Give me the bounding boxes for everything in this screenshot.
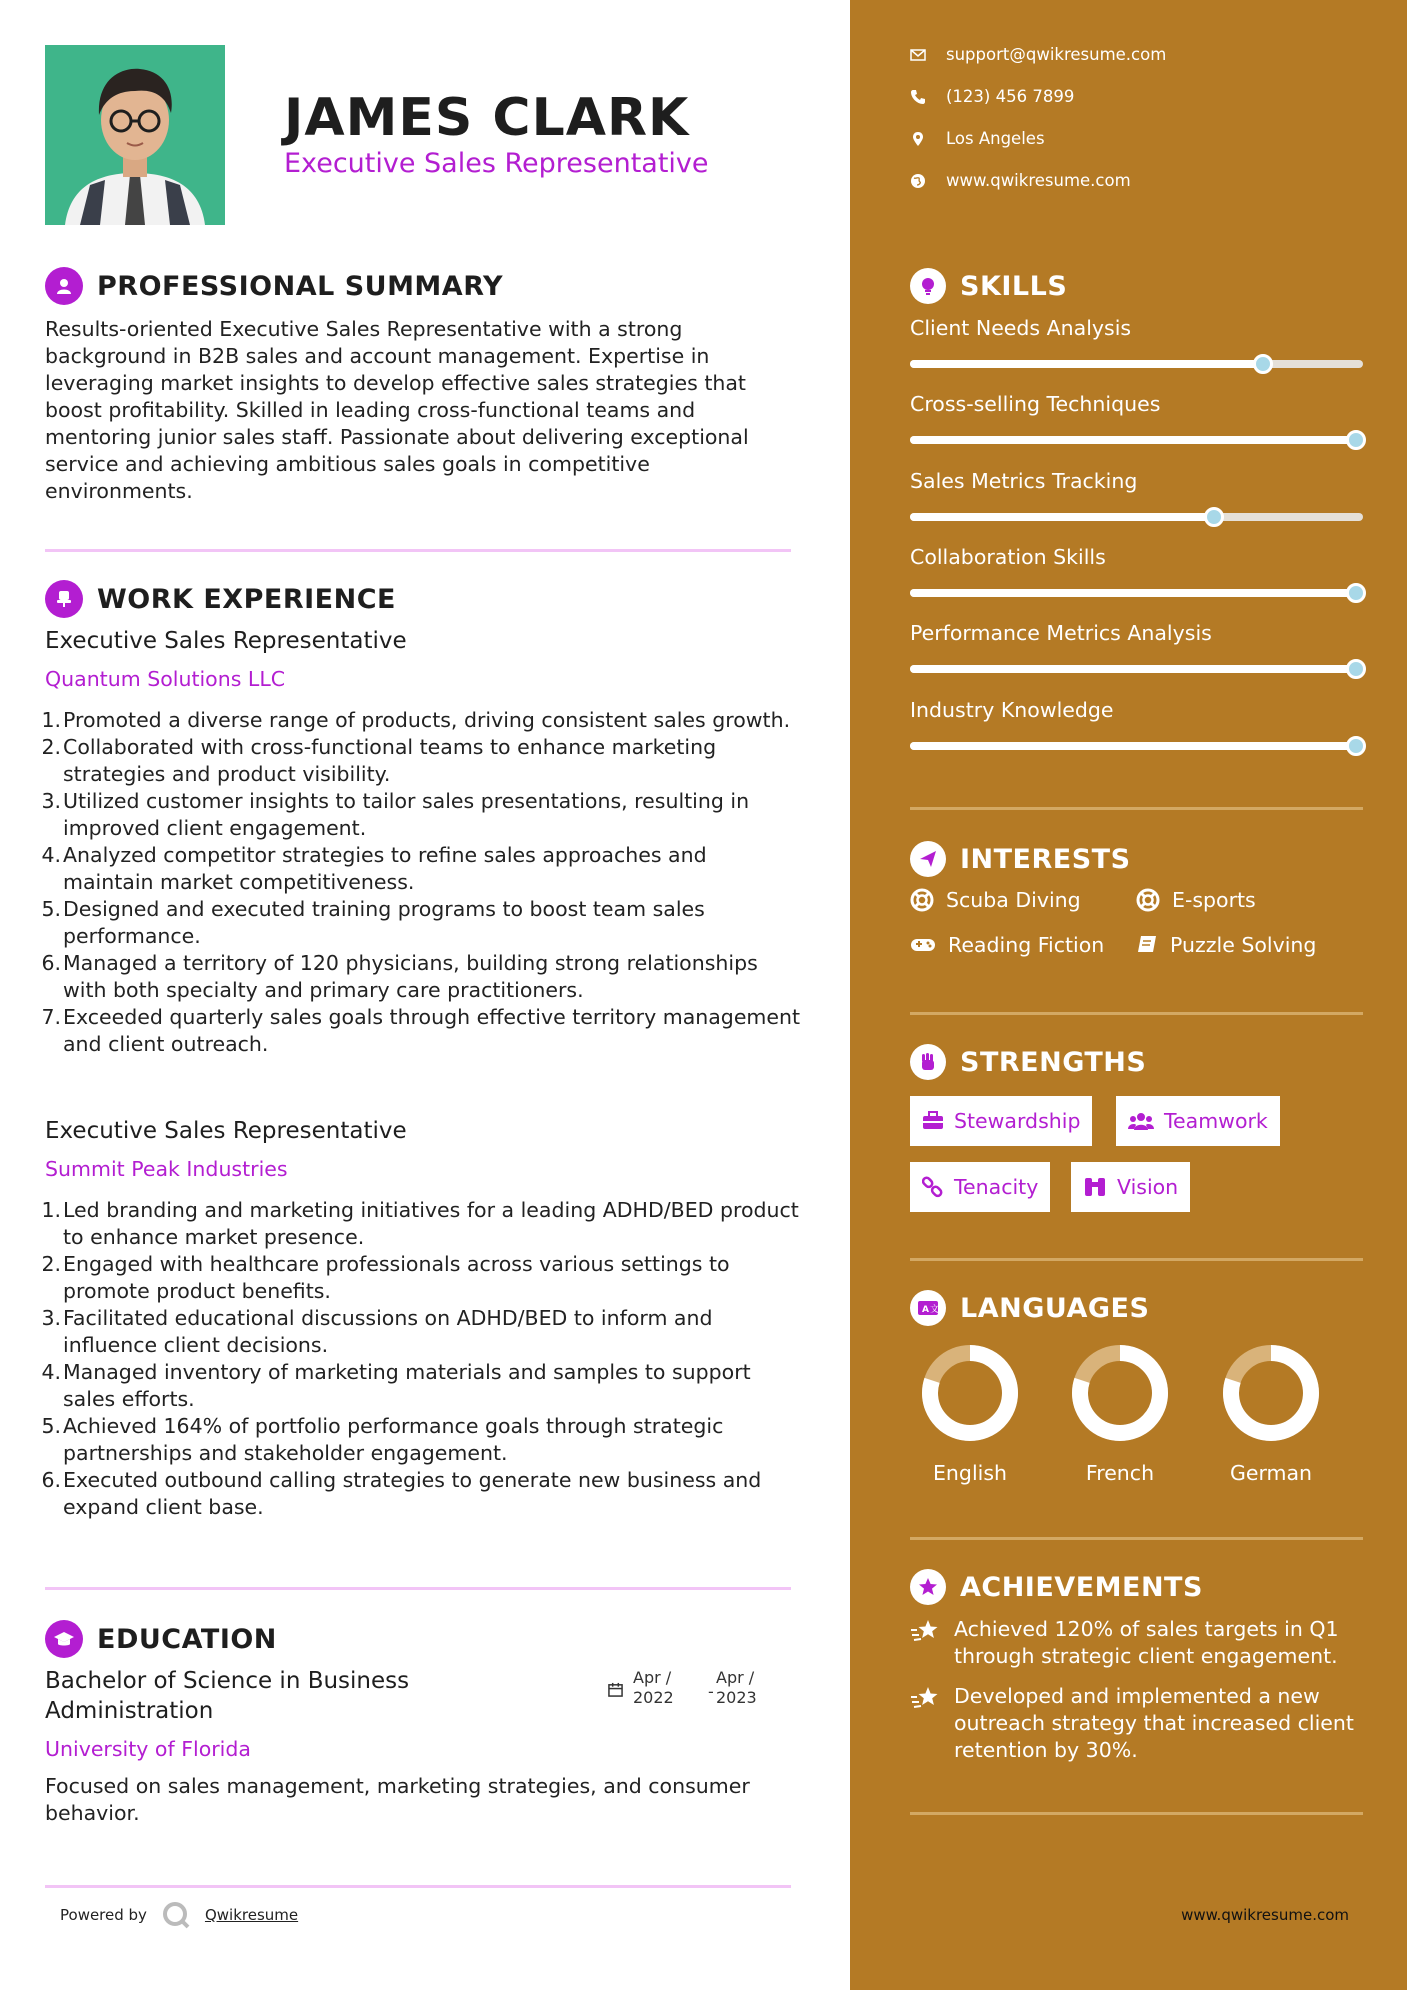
interest-item xyxy=(1136,888,1256,912)
interest-label: E-sports xyxy=(1172,888,1256,912)
education-date-end: Apr / 2023 xyxy=(716,1668,757,1707)
education-title: EDUCATION xyxy=(97,1623,277,1655)
divider xyxy=(45,1885,791,1888)
strength-tag xyxy=(1071,1162,1190,1212)
list-item: 5. Achieved 164% of portfolio performance goals through strategic partnerships and stakeholder engagement. xyxy=(41,1414,724,1465)
shooting-star-icon xyxy=(910,1685,942,1711)
skill-label: Performance Metrics Analysis xyxy=(910,621,1212,646)
skill-bar-fill xyxy=(910,513,1214,521)
contact-phone[interactable] xyxy=(910,87,1074,106)
achievement-item xyxy=(910,1683,1370,1764)
language-donut xyxy=(1221,1343,1321,1443)
skill-bar-knob xyxy=(1346,736,1366,756)
education-date-sep: - xyxy=(708,1682,714,1701)
email-text: support@qwikresume.com xyxy=(946,45,1167,64)
interest-label: Reading Fiction xyxy=(948,933,1105,957)
achievements-title: ACHIEVEMENTS xyxy=(960,1571,1203,1603)
interest-item xyxy=(910,888,1081,912)
list-item: 3. Facilitated educational discussions on ADHD/BED to inform and influence client decisions. xyxy=(41,1306,713,1357)
user-icon xyxy=(45,267,83,305)
degree-line-2: Administration xyxy=(45,1698,214,1724)
divider xyxy=(910,1812,1363,1815)
summary-title: PROFESSIONAL SUMMARY xyxy=(97,270,504,302)
skill-bar-fill xyxy=(910,742,1363,750)
job-company: Quantum Solutions LLC xyxy=(45,667,286,691)
globe-icon xyxy=(910,173,926,189)
list-item: 6. Managed a territory of 120 physicians, building strong relationships with both specialty and primary care practitioners. xyxy=(41,951,758,1002)
language-label: English xyxy=(932,1461,1008,1485)
job-duties xyxy=(41,1197,803,1521)
star-icon xyxy=(910,1569,946,1605)
divider xyxy=(45,1587,791,1590)
strength-tag xyxy=(910,1162,1050,1212)
languages-heading xyxy=(910,1290,1149,1326)
phone-text: (123) 456 7899 xyxy=(946,87,1075,106)
education-school: University of Florida xyxy=(45,1737,251,1761)
skills-heading xyxy=(910,268,1067,304)
location-text: Los Angeles xyxy=(946,129,1045,148)
calendar-icon xyxy=(608,1682,623,1701)
brand-link[interactable]: Qwikresume xyxy=(204,1906,299,1924)
footer-powered xyxy=(60,1900,298,1930)
skills-title: SKILLS xyxy=(960,270,1068,302)
gamepad-icon xyxy=(910,935,936,955)
website-text: www.qwikresume.com xyxy=(946,171,1131,190)
powered-by-label: Powered by xyxy=(60,1906,147,1924)
experience-title: WORK EXPERIENCE xyxy=(97,583,396,615)
envelope-icon xyxy=(910,47,926,63)
languages-title: LANGUAGES xyxy=(960,1292,1150,1324)
briefcase-icon xyxy=(922,1111,944,1131)
interest-item xyxy=(910,933,1104,957)
education-description: Focused on sales management, marketing strategies, and consumer behavior. xyxy=(45,1774,750,1825)
lifebuoy-icon xyxy=(1136,888,1160,912)
skill-bar xyxy=(910,742,1363,750)
link-icon xyxy=(922,1176,944,1198)
strength-label: Stewardship xyxy=(954,1109,1081,1133)
strength-tag xyxy=(1116,1096,1280,1146)
list-item: 3. Utilized customer insights to tailor sales presentations, resulting in improved client engagement. xyxy=(41,789,750,840)
lightbulb-icon xyxy=(910,268,946,304)
skill-bar xyxy=(910,589,1363,597)
education-date-start: Apr / 2022 xyxy=(633,1668,674,1707)
translate-icon xyxy=(910,1290,946,1326)
skill-bar-knob xyxy=(1346,583,1366,603)
achievement-text: Achieved 120% of sales targets in Q1 through strategic client engagement. xyxy=(954,1617,1339,1668)
skill-bar-fill xyxy=(910,436,1363,444)
language-label: French xyxy=(1085,1461,1155,1485)
skill-bar xyxy=(910,436,1363,444)
paper-plane-icon xyxy=(910,841,946,877)
skill-bar-knob xyxy=(1204,507,1224,527)
divider xyxy=(910,1012,1363,1015)
chair-icon xyxy=(45,580,83,618)
skill-label: Industry Knowledge xyxy=(910,697,1114,722)
skill-label: Client Needs Analysis xyxy=(910,316,1132,340)
experience-heading xyxy=(45,580,396,618)
contact-location xyxy=(910,129,1045,148)
svg-text:A: A xyxy=(922,1305,929,1315)
job-title: Executive Sales Representative xyxy=(45,628,407,654)
list-item: 4. Managed inventory of marketing materials and samples to support sales efforts. xyxy=(41,1360,751,1411)
list-item: 2. Engaged with healthcare professionals across various settings to promote product benefits. xyxy=(41,1252,730,1303)
language-item xyxy=(905,1343,1035,1485)
fist-icon xyxy=(910,1044,946,1080)
divider xyxy=(910,1258,1363,1261)
skill-bar xyxy=(910,665,1363,673)
skill-bar xyxy=(910,513,1363,521)
interests-heading xyxy=(910,841,1131,877)
skill-bar xyxy=(910,360,1363,368)
divider xyxy=(910,1537,1363,1540)
skill-label: Cross-selling Techniques xyxy=(910,392,1161,417)
skill-bar-fill xyxy=(910,360,1263,368)
skill-bar-fill xyxy=(910,665,1363,673)
job-company: Summit Peak Industries xyxy=(45,1157,288,1181)
lifebuoy-icon xyxy=(910,888,934,912)
list-item: 2. Collaborated with cross-functional teams to enhance marketing strategies and product visibility. xyxy=(41,735,717,786)
skill-label: Collaboration Skills xyxy=(910,544,1106,569)
skill-bar-fill xyxy=(910,589,1363,597)
shooting-star-icon xyxy=(910,1618,942,1644)
list-item: 4. Analyzed competitor strategies to refine sales approaches and maintain market competitiveness. xyxy=(41,843,707,894)
strength-label: Tenacity xyxy=(954,1175,1039,1199)
qwikresume-logo-icon xyxy=(161,1900,191,1930)
strength-label: Vision xyxy=(1117,1175,1179,1199)
achievements-heading xyxy=(910,1569,1203,1605)
language-donut xyxy=(920,1343,1020,1443)
phone-icon xyxy=(910,89,926,105)
list-item: 5. Designed and executed training programs to boost team sales performance. xyxy=(41,897,705,948)
job-duties xyxy=(41,707,803,1058)
book-icon xyxy=(1136,934,1158,956)
interest-item xyxy=(1136,933,1316,957)
skill-label: Sales Metrics Tracking xyxy=(910,468,1138,493)
candidate-title: Executive Sales Representative xyxy=(284,148,709,179)
binoculars-icon xyxy=(1083,1176,1107,1198)
job-title: Executive Sales Representative xyxy=(45,1118,407,1144)
degree-line-1: Bachelor of Science in Business xyxy=(45,1668,410,1694)
language-label: German xyxy=(1229,1461,1313,1485)
language-item xyxy=(1206,1343,1336,1485)
divider xyxy=(45,549,791,552)
profile-photo xyxy=(45,45,225,225)
achievement-text: Developed and implemented a new outreach strategy that increased client retention by 30%. xyxy=(954,1684,1354,1762)
strength-tag xyxy=(910,1096,1092,1146)
list-item: 7. Exceeded quarterly sales goals through effective territory management and client outreach. xyxy=(41,1005,801,1056)
interests-title: INTERESTS xyxy=(960,843,1131,875)
summary-text: Results-oriented Executive Sales Representative with a strong background in B2B sales and account management. Expertise in leveraging market insights to develop effective sales strategies that boost profitability. Skilled in leading cross-functional teams and mentoring junior sales staff. Passionate about delivering exceptional service and achieving ambitious sales goals in competitive environments. xyxy=(45,317,749,503)
users-icon xyxy=(1128,1111,1154,1131)
interest-label: Puzzle Solving xyxy=(1170,933,1317,957)
list-item: 1. Promoted a diverse range of products, driving consistent sales growth. xyxy=(41,708,791,732)
footer-website[interactable]: www.qwikresume.com xyxy=(1181,1906,1349,1924)
language-donut xyxy=(1070,1343,1170,1443)
list-item: 6. Executed outbound calling strategies to generate new business and expand client base. xyxy=(41,1468,762,1519)
achievement-item xyxy=(910,1616,1370,1670)
strengths-heading xyxy=(910,1044,1146,1080)
strength-label: Teamwork xyxy=(1164,1109,1268,1133)
graduation-cap-icon xyxy=(45,1620,83,1658)
interest-label: Scuba Diving xyxy=(946,888,1081,912)
contact-email[interactable] xyxy=(910,45,1166,64)
education-heading xyxy=(45,1620,277,1658)
location-pin-icon xyxy=(910,131,926,147)
strengths-title: STRENGTHS xyxy=(960,1046,1147,1078)
divider xyxy=(910,807,1363,810)
candidate-name: JAMES CLARK xyxy=(284,88,690,148)
summary-heading xyxy=(45,267,503,305)
language-item xyxy=(1055,1343,1185,1485)
list-item: 1. Led branding and marketing initiatives for a leading ADHD/BED product to enhance market presence. xyxy=(41,1198,799,1249)
svg-text:文: 文 xyxy=(930,1305,939,1315)
contact-website[interactable] xyxy=(910,171,1131,190)
